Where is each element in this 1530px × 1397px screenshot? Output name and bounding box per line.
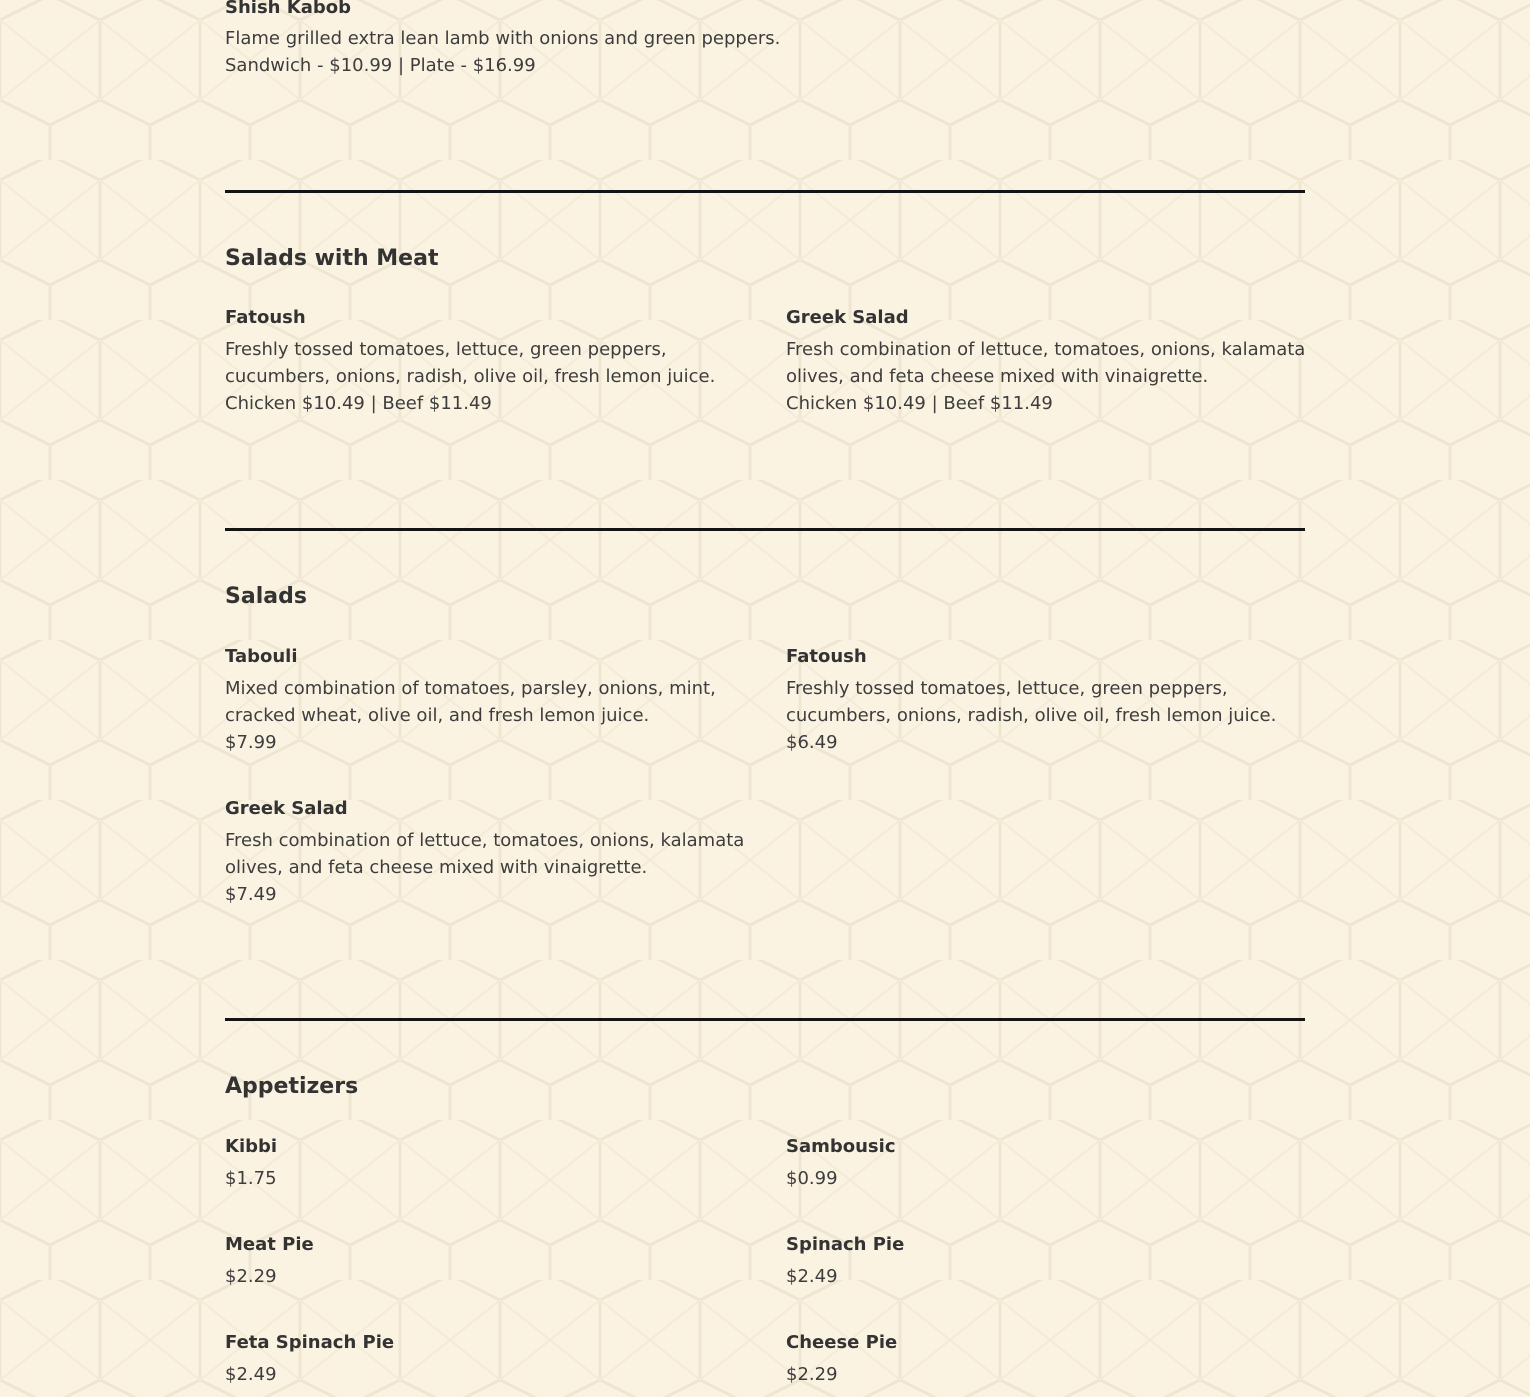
menu-item-description: Freshly tossed tomatoes, lettuce, green peppers, cucumbers, onions, radish, olive oil, fresh lemon juice.	[786, 678, 1277, 726]
menu-item-description: Fresh combination of lettuce, tomatoes, onions, kalamata olives, and feta cheese mixed with vinaigrette.	[786, 339, 1306, 387]
section-title-salads-with-meat: Salads with Meat	[225, 246, 439, 271]
menu-item-price: $2.49	[786, 1266, 838, 1287]
menu-item-price: Chicken $10.49 | Beef $11.49	[225, 393, 492, 414]
menu-item-name: Meat Pie	[225, 1234, 314, 1255]
menu-item-price: Chicken $10.49 | Beef $11.49	[786, 393, 1053, 414]
menu-item-name: Tabouli	[225, 646, 298, 667]
menu-item-price: $2.29	[786, 1364, 838, 1385]
menu-item-name: Kibbi	[225, 1136, 278, 1157]
menu-item-name: Shish Kabob	[225, 0, 351, 18]
menu-item-price: $6.49	[786, 732, 838, 753]
menu-item-description: Flame grilled extra lean lamb with onions and green peppers.	[225, 28, 781, 49]
menu-item-name: Fatoush	[225, 307, 306, 328]
menu-item-description: Fresh combination of lettuce, tomatoes, onions, kalamata olives, and feta cheese mixed with vinaigrette.	[225, 830, 745, 878]
section-divider	[225, 528, 1305, 531]
menu-item-name: Sambousic	[786, 1136, 896, 1157]
menu-item-price: $2.29	[225, 1266, 277, 1287]
menu-item-price: $7.99	[225, 732, 277, 753]
section-divider	[225, 190, 1305, 193]
section-divider	[225, 1018, 1305, 1021]
menu-item-price: $2.49	[225, 1364, 277, 1385]
section-title-salads: Salads	[225, 584, 307, 609]
menu-item-name: Greek Salad	[225, 798, 348, 819]
menu-item-price: Sandwich - $10.99 | Plate - $16.99	[225, 55, 536, 76]
menu-item-price: $7.49	[225, 884, 277, 905]
menu-item-description: Freshly tossed tomatoes, lettuce, green peppers, cucumbers, onions, radish, olive oil, fresh lemon juice.	[225, 339, 716, 387]
menu-item-name: Fatoush	[786, 646, 867, 667]
menu-item-price: $0.99	[786, 1168, 838, 1189]
menu-item-name: Feta Spinach Pie	[225, 1332, 395, 1353]
menu-item-name: Spinach Pie	[786, 1234, 905, 1255]
menu-item-name: Cheese Pie	[786, 1332, 898, 1353]
menu-item-name: Greek Salad	[786, 307, 909, 328]
section-title-appetizers: Appetizers	[225, 1074, 359, 1099]
menu-item-price: $1.75	[225, 1168, 277, 1189]
menu-item-description: Mixed combination of tomatoes, parsley, onions, mint, cracked wheat, olive oil, and fresh lemon juice.	[225, 678, 716, 726]
